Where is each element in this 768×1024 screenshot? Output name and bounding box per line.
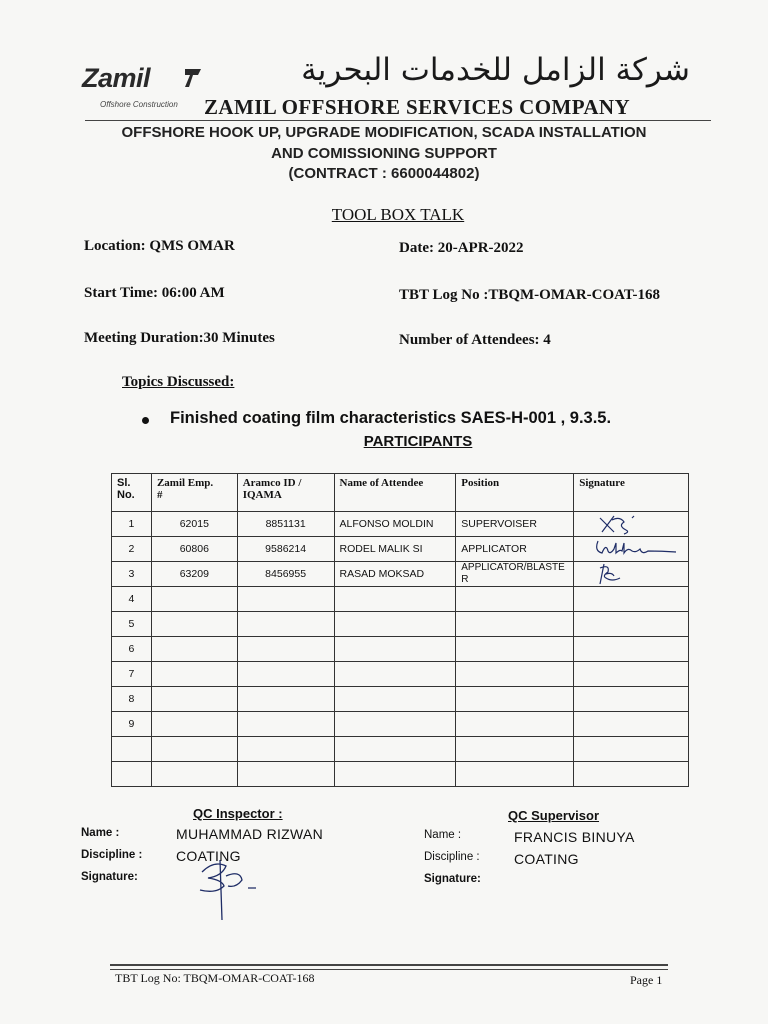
cell-aramco	[237, 662, 334, 687]
cell-aramco: 8456955	[237, 562, 334, 587]
cell-emp	[151, 737, 237, 762]
cell-aramco	[237, 587, 334, 612]
cell-name: RODEL MALIK SI	[334, 537, 456, 562]
attendees-count-field: Number of Attendees: 4	[399, 332, 551, 348]
handwritten-signature-icon	[592, 537, 682, 561]
inspector-name: MUHAMMAD RIZWAN	[176, 826, 324, 842]
cell-emp	[151, 587, 237, 612]
cell-name	[334, 712, 456, 737]
cell-sl: 9	[112, 712, 152, 737]
cell-name	[334, 637, 456, 662]
inspector-signature-icon	[192, 856, 267, 922]
table-row	[112, 587, 689, 612]
cell-sl: 1	[112, 512, 152, 537]
header-aramco-id: Aramco ID / IQAMA	[237, 474, 334, 512]
cell-aramco	[237, 612, 334, 637]
cell-position: APPLICATOR	[456, 537, 574, 562]
attendance-table	[111, 473, 689, 787]
contract-line-2: AND COMISSIONING SUPPORT	[271, 145, 497, 162]
contract-line-1: OFFSHORE HOOK UP, UPGRADE MODIFICATION, SCADA INSTALLATION	[121, 124, 647, 141]
cell-position	[456, 737, 574, 762]
cell-signature	[574, 612, 689, 637]
cell-signature	[574, 687, 689, 712]
cell-name	[334, 612, 456, 637]
cell-emp	[151, 637, 237, 662]
cell-signature	[574, 512, 689, 537]
cell-sl: 8	[112, 687, 152, 712]
handwritten-signature-icon	[594, 512, 674, 536]
table-header-row	[112, 474, 689, 512]
inspector-discipline-label: Discipline :	[81, 849, 143, 861]
cell-signature	[574, 737, 689, 762]
cell-sl: 4	[112, 587, 152, 612]
qc-supervisor-heading: QC Supervisor	[508, 808, 600, 823]
supervisor-name-label: Name :	[424, 829, 462, 841]
cell-position	[456, 662, 574, 687]
table-row	[112, 637, 689, 662]
table-row	[112, 537, 689, 562]
header-sl-no: Sl. No.	[112, 474, 152, 512]
cell-signature	[574, 662, 689, 687]
cell-aramco	[237, 762, 334, 787]
company-logo-text: Zamil	[82, 63, 151, 93]
header-position: Position	[456, 474, 574, 512]
cell-signature	[574, 537, 689, 562]
topics-heading: Topics Discussed:	[122, 374, 235, 390]
cell-name: ALFONSO MOLDIN	[334, 512, 456, 537]
date-field: Date: 20-APR-2022	[399, 240, 524, 256]
cell-signature	[574, 762, 689, 787]
cell-sl: 7	[112, 662, 152, 687]
cell-emp	[151, 712, 237, 737]
cell-signature	[574, 587, 689, 612]
table-row	[112, 562, 689, 587]
cell-sl: 3	[112, 562, 152, 587]
cell-sl	[112, 737, 152, 762]
cell-position	[456, 687, 574, 712]
page-title: TOOL BOX TALK	[331, 205, 465, 224]
footer-log-number: TBT Log No: TBQM-OMAR-COAT-168	[115, 971, 315, 985]
cell-sl: 5	[112, 612, 152, 637]
table-row	[112, 687, 689, 712]
cell-aramco	[237, 712, 334, 737]
cell-name	[334, 762, 456, 787]
cell-emp: 62015	[151, 512, 237, 537]
supervisor-name: FRANCIS BINUYA	[514, 829, 635, 845]
cell-emp	[151, 762, 237, 787]
cell-aramco	[237, 637, 334, 662]
cell-emp	[151, 662, 237, 687]
cell-name	[334, 687, 456, 712]
qc-inspector-heading: QC Inspector :	[193, 806, 283, 821]
footer-divider	[110, 964, 668, 970]
supervisor-discipline: COATING	[514, 851, 579, 867]
table-row	[112, 737, 689, 762]
cell-position	[456, 612, 574, 637]
cell-emp	[151, 612, 237, 637]
header-zamil-emp: Zamil Emp. #	[151, 474, 237, 512]
cell-name: RASAD MOKSAD	[334, 562, 456, 587]
inspector-signature-label: Signature:	[81, 871, 138, 883]
cell-position	[456, 637, 574, 662]
start-time-field: Start Time: 06:00 AM	[84, 285, 225, 301]
table-row	[112, 712, 689, 737]
header-attendee-name: Name of Attendee	[334, 474, 456, 512]
participants-heading: PARTICIPANTS	[363, 433, 473, 450]
cell-aramco: 8851131	[237, 512, 334, 537]
table-row	[112, 662, 689, 687]
cell-name	[334, 662, 456, 687]
page-number: Page 1	[630, 973, 663, 987]
cell-aramco	[237, 737, 334, 762]
table-row	[112, 762, 689, 787]
cell-name	[334, 587, 456, 612]
inspector-discipline: COATING	[176, 848, 241, 864]
contract-number: (CONTRACT : 6600044802)	[288, 165, 480, 182]
topic-item: Finished coating film characteristics SAES-H-001 , 9.3.5.	[170, 409, 612, 427]
handwritten-signature-icon	[592, 560, 652, 586]
cell-sl: 2	[112, 537, 152, 562]
bullet-icon	[142, 417, 149, 424]
cell-aramco: 9586214	[237, 537, 334, 562]
arabic-company-name: شركة الزامل للخدمات البحرية	[301, 52, 690, 88]
cell-emp	[151, 687, 237, 712]
cell-signature	[574, 712, 689, 737]
cell-sl	[112, 762, 152, 787]
table-row	[112, 512, 689, 537]
inspector-name-label: Name :	[81, 827, 120, 839]
cell-position: SUPERVOISER	[456, 512, 574, 537]
cell-position	[456, 762, 574, 787]
duration-field: Meeting Duration:30 Minutes	[84, 330, 275, 346]
cell-position	[456, 587, 574, 612]
cell-emp: 60806	[151, 537, 237, 562]
cell-aramco	[237, 687, 334, 712]
tbt-log-field: TBT Log No :TBQM-OMAR-COAT-168	[399, 287, 660, 303]
header-signature: Signature	[574, 474, 689, 512]
header-divider	[85, 120, 711, 121]
supervisor-discipline-label: Discipline :	[424, 851, 480, 863]
logo-subtitle: Offshore Construction	[100, 100, 178, 109]
supervisor-signature-label: Signature:	[424, 873, 481, 885]
cell-position: APPLICATOR/BLASTE R	[456, 562, 574, 587]
location-field: Location: QMS OMAR	[84, 238, 235, 254]
cell-name	[334, 737, 456, 762]
cell-emp: 63209	[151, 562, 237, 587]
table-row	[112, 612, 689, 637]
company-name: ZAMIL OFFSHORE SERVICES COMPANY	[204, 95, 631, 119]
cell-signature	[574, 562, 689, 587]
cell-position	[456, 712, 574, 737]
cell-sl: 6	[112, 637, 152, 662]
cell-signature	[574, 637, 689, 662]
